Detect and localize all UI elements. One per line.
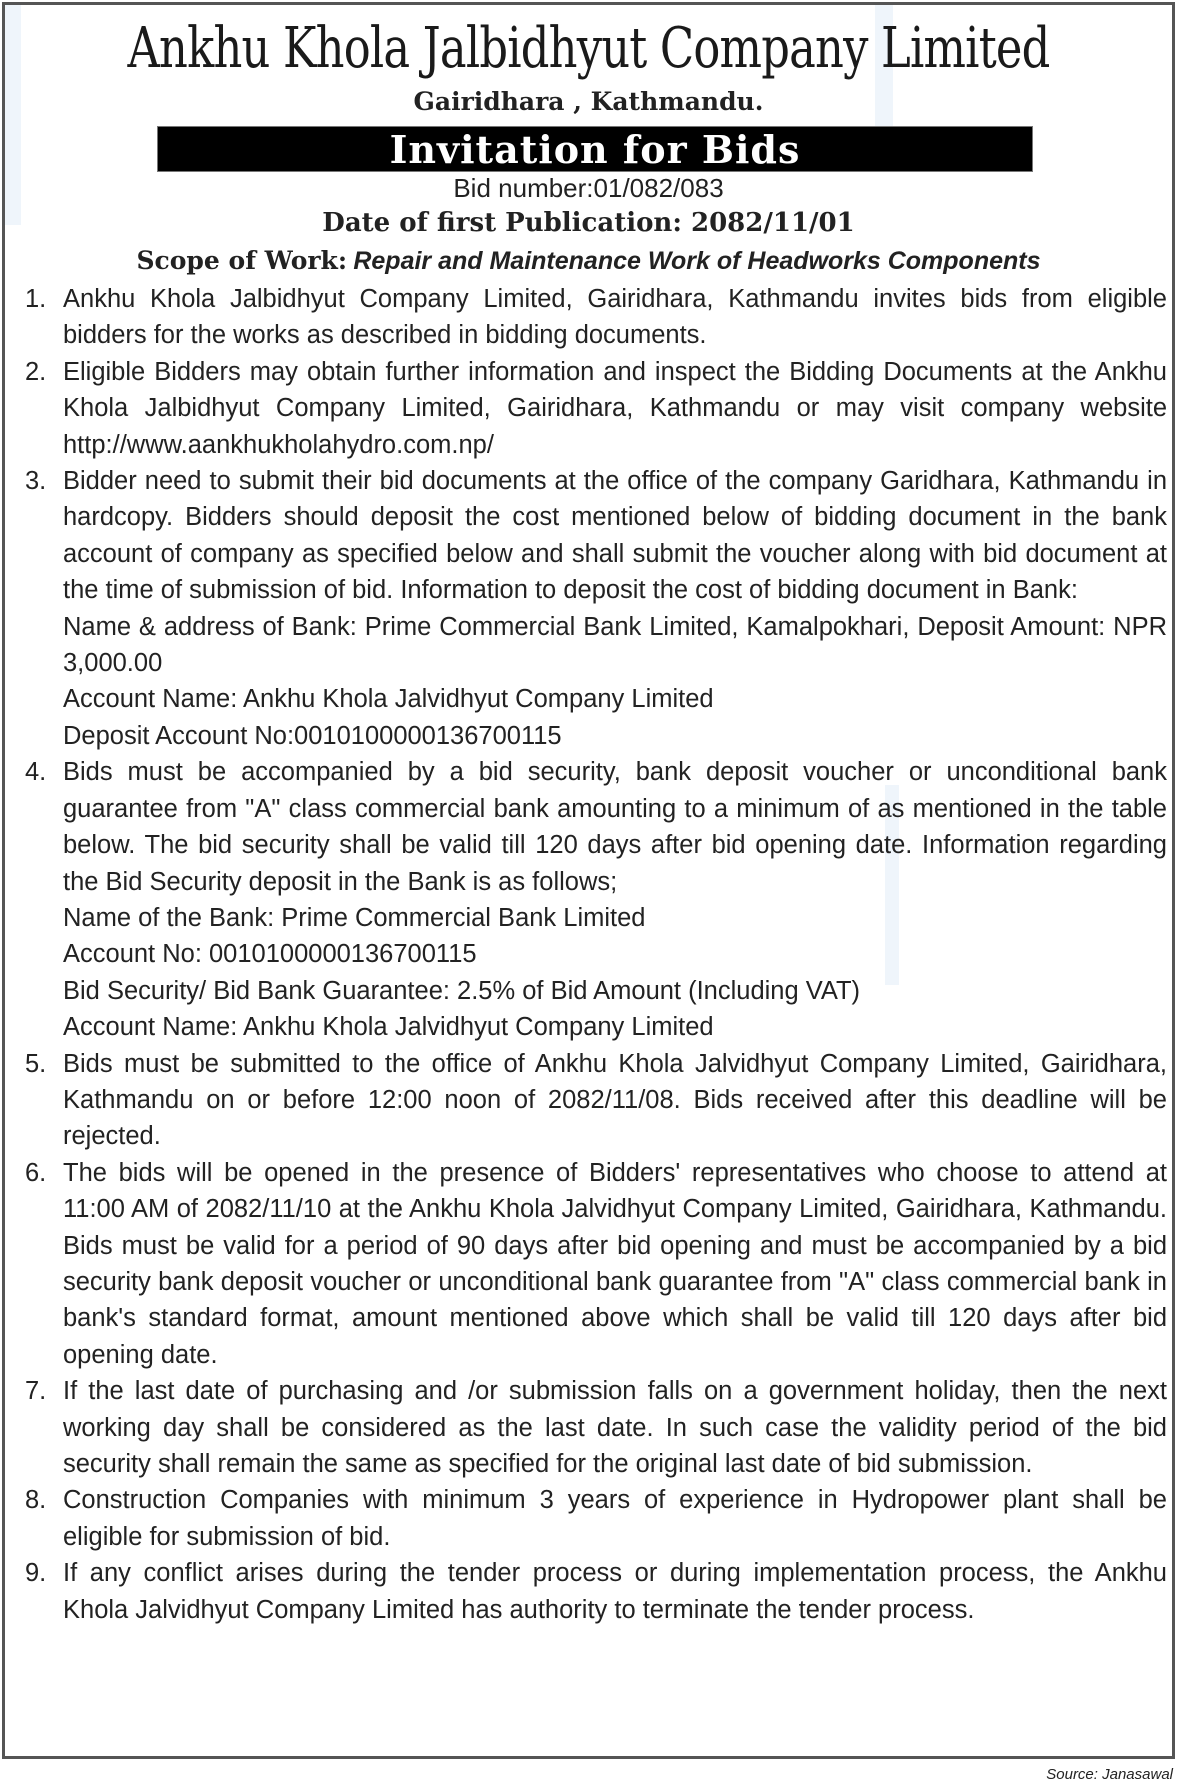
- invitation-banner: [157, 126, 1033, 172]
- publication-date: Date of first Publication: 2082/11/01: [322, 208, 855, 238]
- item-number: 5.: [25, 1049, 47, 1078]
- banner-title: Invitation for Bids: [389, 126, 801, 172]
- list-item: [23, 1373, 1167, 1482]
- bank-detail: Bid Security/ Bid Bank Guarantee: 2.5% of Bid Amount (Including VAT): [63, 976, 861, 1005]
- list-item: [23, 281, 1167, 354]
- list-item: [23, 754, 1167, 1045]
- list-item: [23, 1155, 1167, 1373]
- scope-label: Scope of Work:: [136, 246, 348, 275]
- item-text: Bids must be submitted to the office of Ankhu Khola Jalvidhyut Company Limited, Gairidhara, Kathmandu on or before 12:00 noon of 2082/11/08. Bids received after this deadline will be rejected.: [63, 1049, 1167, 1151]
- item-text: The bids will be opened in the presence of Bidders' representatives who choose to attend at 11:00 AM of 2082/11/10 at the Ankhu Khola Jalvidhyut Company Limited, Gairidhara, Kathmandu. Bids must be valid for a period of 90 days after bid opening and must be accompanied by a bid security bank deposit voucher or unconditional bank guarantee from "A" class commercial bank in bank's standard format, amount mentioned above which shall be valid till 120 days after bid opening date.: [63, 1158, 1167, 1369]
- item-number: 2.: [25, 357, 47, 386]
- item-number: 6.: [25, 1158, 47, 1187]
- item-number: 9.: [25, 1559, 47, 1588]
- company-address: Gairidhara , Kathmandu.: [413, 87, 764, 116]
- item-text: Eligible Bidders may obtain further information and inspect the Bidding Documents at the Ankhu Khola Jalbidhyut Company Limited, Gairidhara, Kathmandu or may visit company website http://www.aankhukholahydro.com.np/: [63, 357, 1167, 459]
- notice-frame: [2, 2, 1175, 1759]
- item-text: Bids must be accompanied by a bid security, bank deposit voucher or unconditional bank guarantee from "A" class commercial bank amounting to a minimum of as mentioned in the table below. The bid security shall be valid till 120 days after bid opening date. Information regarding the Bid Security deposit in the Bank is as follows;: [63, 758, 1167, 896]
- item-text: If any conflict arises during the tender process or during implementation process, the Ankhu Khola Jalvidhyut Company Limited has authority to terminate the tender process.: [63, 1559, 1167, 1624]
- terms-list: [23, 281, 1167, 1628]
- bank-detail: Account Name: Ankhu Khola Jalvidhyut Company Limited: [63, 685, 714, 714]
- item-number: 8.: [25, 1486, 47, 1515]
- list-item: [23, 463, 1167, 754]
- bank-detail: Account No: 0010100000136700115: [63, 940, 477, 969]
- bank-detail: Name & address of Bank: Prime Commercial Bank Limited, Kamalpokhari, Deposit Amount: NPR 3,000.00: [63, 612, 1167, 678]
- item-number: 3.: [25, 467, 47, 496]
- company-title: Ankhu Khola Jalbidhyut Company Limited: [127, 16, 1050, 81]
- item-number: 7.: [25, 1377, 47, 1406]
- source-credit: Source: Janasawal: [1046, 1766, 1173, 1783]
- list-item: [23, 1482, 1167, 1555]
- item-number: 4.: [25, 758, 47, 787]
- item-text: Construction Companies with minimum 3 years of experience in Hydropower plant shall be eligible for submission of bid.: [63, 1486, 1167, 1551]
- scope-value: Repair and Maintenance Work of Headworks Components: [353, 247, 1041, 275]
- item-text: Bidder need to submit their bid documents at the office of the company Garidhara, Kathmandu in hardcopy. Bidders should deposit the cost mentioned below of bidding document in the bank account of company as specified below and shall submit the voucher along with bid document at the time of submission of bid. Information to deposit the cost of bidding document in Bank:: [63, 467, 1167, 605]
- bid-number: Bid number:01/082/083: [453, 173, 724, 203]
- item-number: 1.: [25, 285, 47, 313]
- list-item: [23, 354, 1167, 463]
- bank-detail: Name of the Bank: Prime Commercial Bank Limited: [63, 903, 646, 932]
- item-text: If the last date of purchasing and /or submission falls on a government holiday, then the next working day shall be considered as the last date. In such case the validity period of the bid security shall remain the same as specified for the original last date of bid submission.: [63, 1377, 1167, 1478]
- scope-of-work: [5, 245, 1172, 278]
- bank-detail: Deposit Account No:0010100000136700115: [63, 721, 562, 750]
- list-item: [23, 1046, 1167, 1155]
- item-text: Ankhu Khola Jalbidhyut Company Limited, Gairidhara, Kathmandu invites bids from eligible bidders for the works as described in bidding documents.: [63, 285, 1167, 350]
- list-item: [23, 1555, 1167, 1628]
- bank-detail: Account Name: Ankhu Khola Jalvidhyut Company Limited: [63, 1013, 714, 1042]
